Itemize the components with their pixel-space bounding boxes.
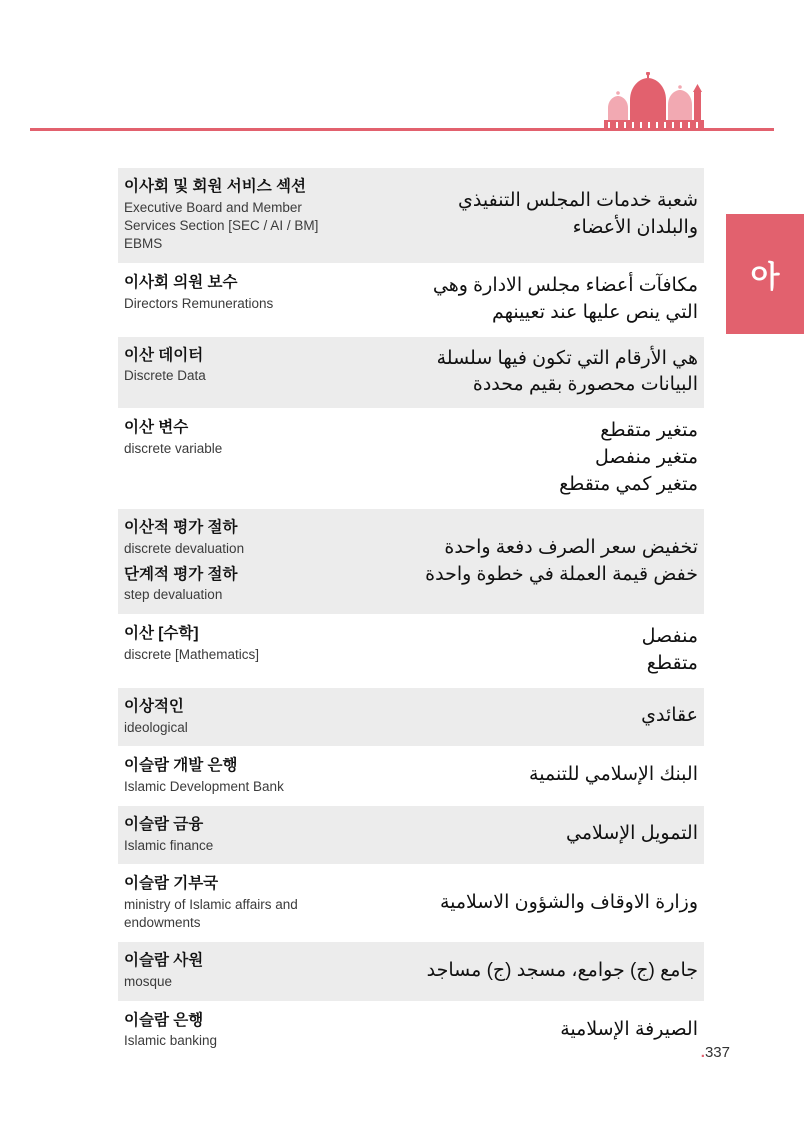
table-row bbox=[118, 509, 704, 614]
term-ar-line: هي الأرقام التي تكون فيها سلسلة bbox=[436, 347, 698, 369]
term-ko: 이산 [수학] bbox=[124, 624, 199, 642]
glossary-table bbox=[118, 168, 704, 1061]
term-en: Executive Board and Member bbox=[124, 199, 302, 215]
page-footer bbox=[701, 1044, 730, 1061]
term-arabic bbox=[374, 177, 698, 254]
term-arabic bbox=[374, 951, 698, 991]
term-arabic bbox=[374, 1011, 698, 1051]
term-en: Directors Remunerations bbox=[124, 295, 274, 311]
mosque-icon bbox=[602, 72, 706, 128]
term-ko: 이슬람 금융 bbox=[124, 815, 204, 833]
term-ko: 이슬람 은행 bbox=[124, 1011, 204, 1029]
table-row bbox=[118, 168, 704, 264]
term-ko: 이상적인 bbox=[124, 697, 184, 715]
term-ar-line: وزارة الاوقاف والشؤون الاسلامية bbox=[439, 891, 698, 913]
term-korean-english bbox=[124, 418, 374, 499]
header-divider bbox=[30, 128, 774, 131]
term-arabic bbox=[374, 518, 698, 604]
term-en: Services Section [SEC / AI / BM] bbox=[124, 218, 319, 234]
term-arabic bbox=[374, 273, 698, 327]
term-en: ministry of Islamic affairs and bbox=[124, 896, 298, 912]
term-ko: 이산적 평가 절하 bbox=[124, 519, 238, 537]
term-arabic bbox=[374, 697, 698, 737]
term-en: discrete variable bbox=[124, 441, 223, 457]
term-ko: 이슬람 사원 bbox=[124, 952, 204, 970]
table-row bbox=[118, 264, 704, 337]
term-en: Islamic Development Bank bbox=[124, 778, 284, 794]
table-row bbox=[118, 865, 704, 942]
term-ar-line: منفصل bbox=[641, 625, 698, 647]
term-ko: 이슬람 기부국 bbox=[124, 875, 219, 892]
term-ar-line: التمويل الإسلامي bbox=[566, 823, 698, 845]
table-row bbox=[118, 806, 704, 865]
term-korean-english bbox=[124, 697, 374, 737]
term-ar-line: الصيرفة الإسلامية bbox=[560, 1019, 698, 1041]
term-korean-english bbox=[124, 346, 374, 400]
term-korean-english bbox=[124, 273, 374, 327]
term-ar-line: جامع (ج) جوامع، مسجد (ج) مساجد bbox=[426, 959, 698, 981]
term-korean-english bbox=[124, 874, 374, 932]
term-ar-line: والبلدان الأعضاء bbox=[572, 217, 698, 239]
term-ko: 이슬람 개발 은행 bbox=[124, 756, 238, 774]
term-arabic bbox=[374, 756, 698, 796]
term-en: Islamic banking bbox=[124, 1033, 218, 1049]
term-korean-english bbox=[124, 624, 374, 678]
term-arabic bbox=[374, 418, 698, 499]
term-ar-line: شعبة خدمات المجلس التنفيذي bbox=[458, 190, 698, 212]
term-en: Islamic finance bbox=[124, 837, 214, 853]
term-arabic bbox=[374, 624, 698, 678]
table-row bbox=[118, 409, 704, 509]
term-ko: 이사회 및 회원 서비스 섹션 bbox=[124, 178, 306, 195]
term-ar-line: عقائدي bbox=[641, 705, 698, 727]
term-korean-english bbox=[124, 1011, 374, 1051]
term-ar-line: مكافآت أعضاء مجلس الادارة وهي bbox=[432, 274, 698, 296]
term-ko: 이산 데이터 bbox=[124, 346, 204, 364]
term-ar-line: تخفيض سعر الصرف دفعة واحدة bbox=[444, 536, 698, 558]
term-korean-english bbox=[124, 951, 374, 991]
section-tab: 아 bbox=[726, 214, 804, 334]
term-en: mosque bbox=[124, 974, 173, 990]
term-ar-line: متغير كمي متقطع bbox=[559, 474, 698, 496]
term-en: Discrete Data bbox=[124, 368, 206, 384]
term-en: discrete devaluation bbox=[124, 541, 245, 557]
page-number: 337 bbox=[704, 1044, 730, 1061]
term-ar-line: خفض قيمة العملة في خطوة واحدة bbox=[425, 563, 698, 585]
footer-dot: . bbox=[700, 1044, 705, 1061]
term-ar-line: البيانات محصورة بقيم محددة bbox=[472, 374, 698, 396]
table-row bbox=[118, 688, 704, 747]
term-korean-english bbox=[124, 815, 374, 855]
term-ko: 이산 변수 bbox=[124, 419, 189, 437]
term-ar-line: متغير متقطع bbox=[600, 420, 698, 442]
term-ar-line: متقطع bbox=[646, 652, 698, 674]
term-arabic bbox=[374, 874, 698, 932]
term-korean-english bbox=[124, 518, 374, 604]
term-ar-line: متغير منفصل bbox=[595, 447, 698, 469]
term-en: ideological bbox=[124, 719, 188, 735]
term-arabic bbox=[374, 815, 698, 855]
table-row bbox=[118, 1002, 704, 1061]
term-en: discrete [Mathematics] bbox=[124, 646, 260, 662]
term-en: endowments bbox=[124, 915, 201, 931]
table-row bbox=[118, 942, 704, 1001]
table-row bbox=[118, 615, 704, 688]
term-korean-english bbox=[124, 177, 374, 254]
table-row bbox=[118, 337, 704, 410]
term-arabic bbox=[374, 346, 698, 400]
term-ar-line: التي ينص عليها عند تعيينهم bbox=[491, 301, 698, 323]
table-row bbox=[118, 747, 704, 806]
term-ar-line: البنك الإسلامي للتنمية bbox=[529, 764, 698, 786]
term-korean-english bbox=[124, 756, 374, 796]
term-en: EBMS bbox=[124, 236, 163, 252]
term-ko: 이사회 의원 보수 bbox=[124, 273, 238, 291]
term-ko: 단계적 평가 절하 bbox=[124, 565, 238, 583]
page-header bbox=[0, 0, 804, 134]
term-en: step devaluation bbox=[124, 587, 223, 603]
